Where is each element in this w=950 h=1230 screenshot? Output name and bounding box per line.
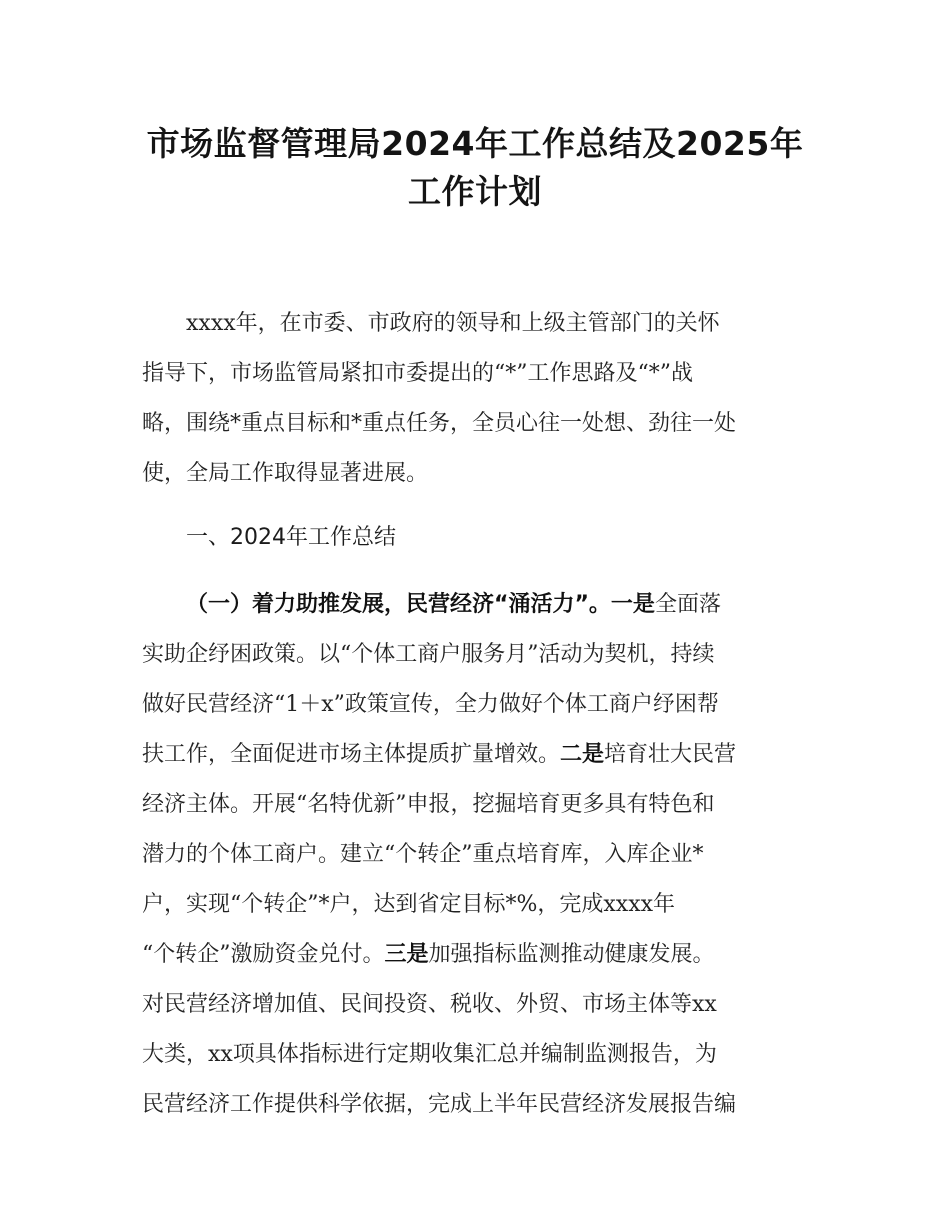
paragraph-line-4 — [142, 740, 814, 770]
paragraph-line-6: 潜力的个体工商户。建立“个转企”重点培育库，入库企业* — [142, 842, 704, 867]
intro-line-2: 指导下，市场监管局紧扣市委提出的“*”工作思路及“*”战 — [142, 361, 693, 386]
document-title-line-1: 市场监督管理局2024年工作总结及2025年 — [146, 124, 804, 163]
document-title-line-2: 工作计划 — [408, 172, 542, 211]
intro-line-3: 略，围绕*重点目标和*重点任务，全员心往一处想、劲往一处 — [142, 411, 737, 436]
paragraph-line-3: 做好民营经济“1＋x”政策宣传，全力做好个体工商户纾困帮 — [142, 692, 719, 717]
paragraph-line-7: 户，实现“个转企”*户，达到省定目标*%，完成xxxx年 — [142, 892, 676, 917]
paragraph-line-1-tail: 全面落 — [654, 592, 721, 617]
paragraph-line-2: 实助企纾困政策。以“个体工商户服务月”活动为契机，持续 — [142, 642, 715, 667]
marker-third: 三是 — [384, 942, 429, 967]
paragraph-line-8-tail: 加强指标监测推动健康发展。 — [428, 942, 715, 967]
paragraph-line-1 — [142, 590, 814, 620]
marker-second: 二是 — [560, 742, 605, 767]
paragraph-line-4-head: 扶工作，全面促进市场主体提质扩量增效。 — [142, 742, 561, 767]
paragraph-line-9: 对民营经济增加值、民间投资、税收、外贸、市场主体等xx — [142, 992, 717, 1017]
section-heading: 一、2024年工作总结 — [186, 525, 396, 550]
paragraph-line-10: 大类，xx项具体指标进行定期收集汇总并编制监测报告，为 — [142, 1042, 717, 1067]
marker-first: 一是 — [610, 592, 655, 617]
intro-line-4: 使，全局工作取得显著进展。 — [142, 461, 429, 486]
intro-line-1: xxxx年，在市委、市政府的领导和上级主管部门的关怀 — [186, 311, 720, 336]
paragraph-line-11: 民营经济工作提供科学依据，完成上半年民营经济发展报告编 — [142, 1092, 737, 1117]
paragraph-line-8 — [142, 940, 814, 970]
paragraph-line-5: 经济主体。开展“名特优新”申报，挖掘培育更多具有特色和 — [142, 792, 715, 817]
paragraph-line-4-tail: 培育壮大民营 — [604, 742, 737, 767]
subsection-heading: （一）着力助推发展，民营经济“涌活力”。 — [186, 592, 611, 617]
paragraph-line-8-head: “个转企”激励资金兑付。 — [142, 942, 385, 967]
